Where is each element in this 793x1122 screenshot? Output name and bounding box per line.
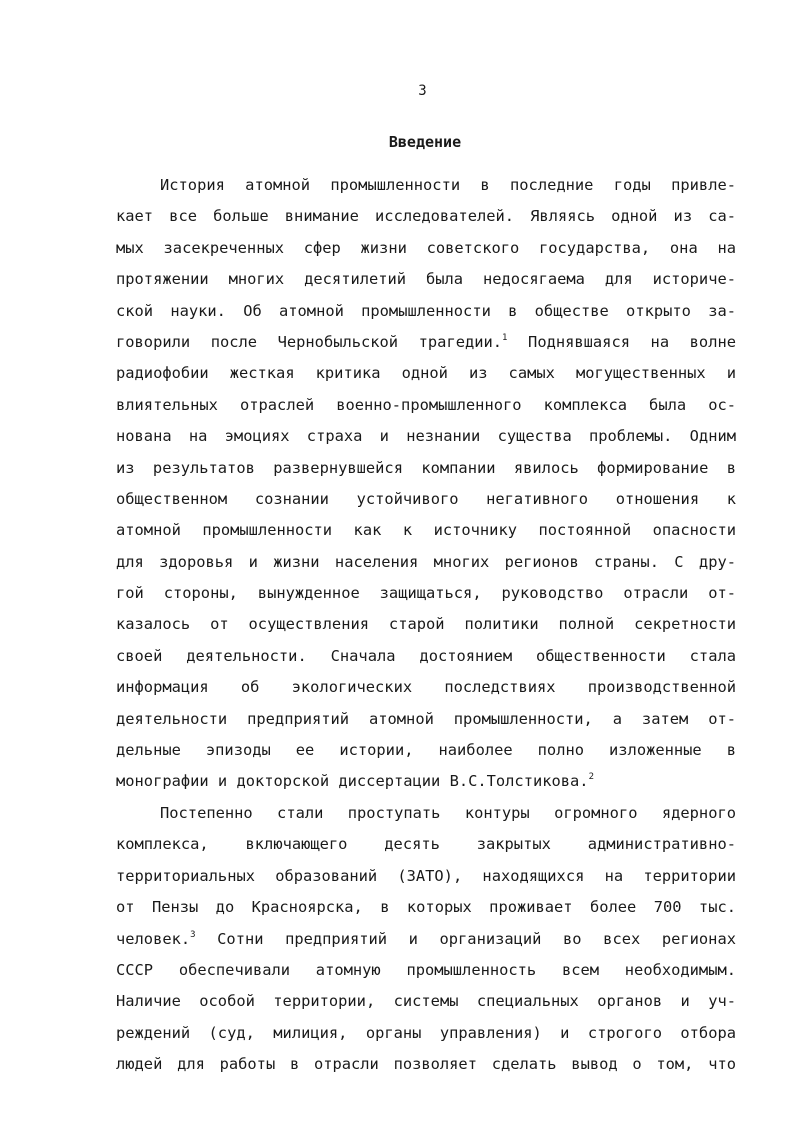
line-text: монографии и докторской диссертации В.С.Толстикова. <box>116 772 589 791</box>
text-line-with-footnote <box>116 924 736 955</box>
line-text: говорили после Чернобыльской трагедии. <box>116 332 503 351</box>
text-line: атомной промышленности как к источнику постоянной опасности <box>116 521 736 540</box>
line-text: человек. <box>116 929 191 948</box>
text-line: нована на эмоциях страха и незнании существа проблемы. Одним <box>116 427 736 446</box>
text-line: комплекса, включающего десять закрытых административно- <box>116 835 736 854</box>
text-line: информация об экологических последствиях производственной <box>116 678 736 697</box>
text-line: радиофобии жесткая критика одной из самых могущественных и <box>116 364 736 383</box>
section-heading: Введение <box>388 133 462 151</box>
footnote-marker: 3 <box>190 929 196 940</box>
paragraph-1 <box>116 170 736 798</box>
text-line: влиятельных отраслей военно-промышленного комплекса была ос- <box>116 395 736 414</box>
text-line: для здоровья и жизни населения многих регионов страны. С дру- <box>116 552 736 571</box>
page-number: 3 <box>418 83 427 99</box>
footnote-marker: 1 <box>502 332 508 343</box>
text-line-with-footnote <box>116 327 736 358</box>
text-line: СССР обеспечивали атомную промышленность всем необходимым. <box>116 960 736 979</box>
text-line: ской науки. Об атомной промышленности в обществе открыто за- <box>116 301 736 320</box>
text-line: Постепенно стали проступать контуры огромного ядерного <box>160 804 736 822</box>
text-line: дельные эпизоды ее истории, наиболее полно изложенные в <box>116 741 736 760</box>
text-line: кает все больше внимание исследователей. Являясь одной из са- <box>116 207 736 226</box>
text-line: от Пензы до Красноярска, в которых проживает более 700 тыс. <box>116 898 736 917</box>
text-line-with-footnote <box>116 766 736 797</box>
text-line: своей деятельности. Сначала достоянием общественности стала <box>116 646 736 665</box>
line-text: Сотни предприятий и организаций во всех регионах <box>195 929 736 948</box>
text-line: протяжении многих десятилетий была недосягаема для историче- <box>116 270 736 289</box>
line-text: Поднявшаяся на волне <box>507 332 736 351</box>
text-line: из результатов развернувшейся компании явилось формирование в <box>116 458 736 477</box>
text-line: История атомной промышленности в последние годы привле- <box>160 176 736 194</box>
footnote-marker: 2 <box>588 772 594 783</box>
text-line: людей для работы в отрасли позволяет сделать вывод о том, что <box>116 1055 736 1074</box>
text-line: общественном сознании устойчивого негативного отношения к <box>116 489 736 508</box>
text-line: реждений (суд, милиция, органы управления) и строгого отбора <box>116 1023 736 1042</box>
text-line: Наличие особой территории, системы специальных органов и уч- <box>116 992 736 1011</box>
text-line: гой стороны, вынужденное защищаться, руководство отрасли от- <box>116 584 736 603</box>
text-line: мых засекреченных сфер жизни советского государства, она на <box>116 238 736 257</box>
text-line: территориальных образований (ЗАТО), находящихся на территории <box>116 866 736 885</box>
text-line: казалось от осуществления старой политики полной секретности <box>116 615 736 634</box>
text-line: деятельности предприятий атомной промышленности, а затем от- <box>116 709 736 728</box>
paragraph-2 <box>116 798 736 1081</box>
